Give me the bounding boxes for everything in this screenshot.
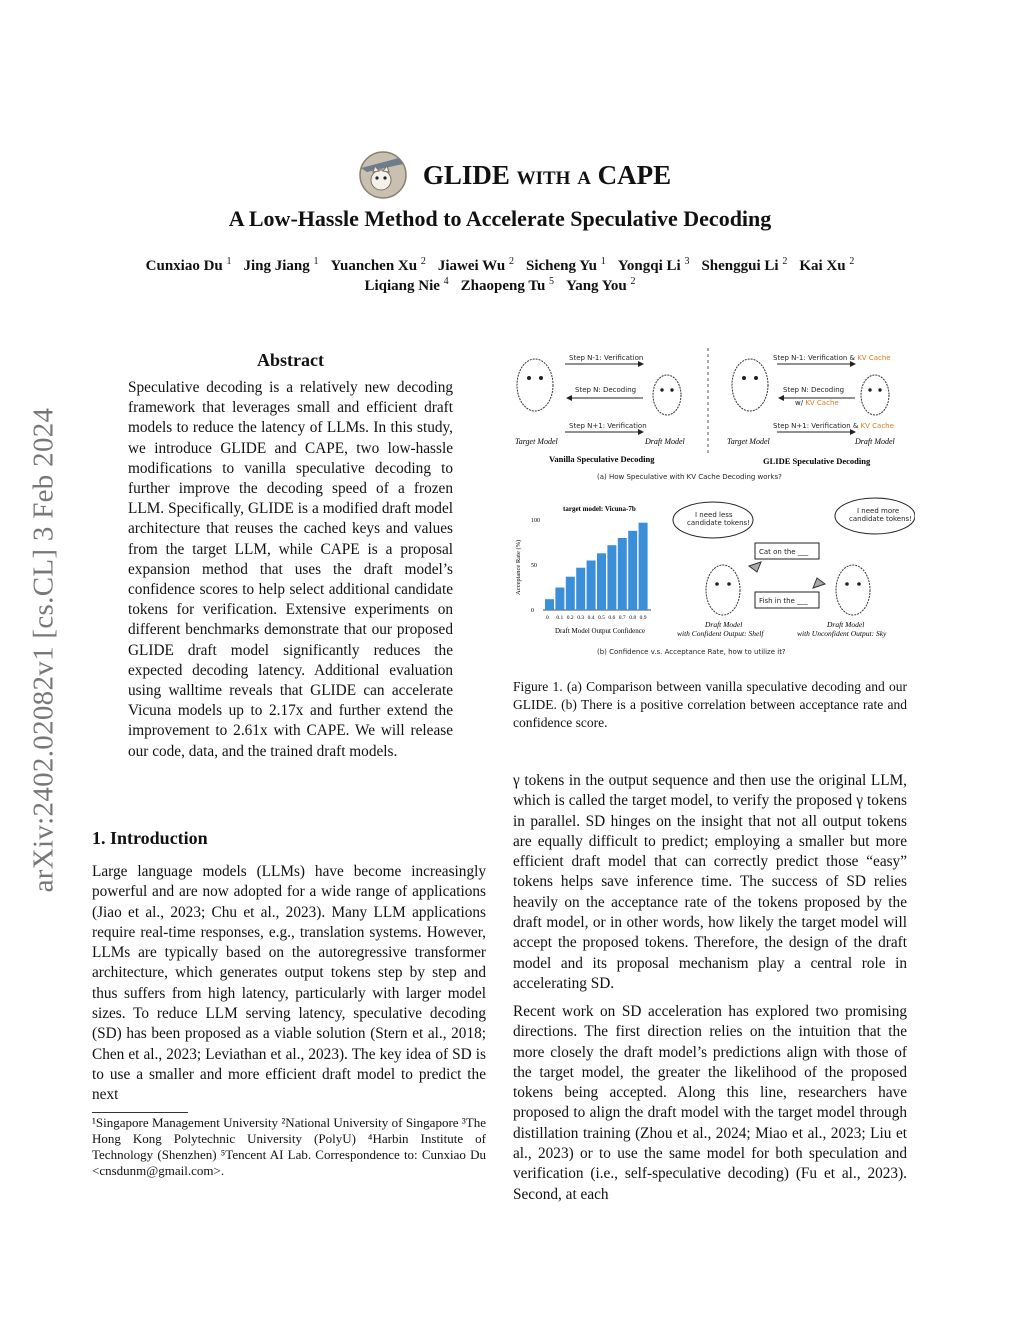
bubble-less-text-2: candidate tokens! (687, 519, 750, 527)
target-model-label-left: Target Model (515, 437, 558, 446)
author-affiliation: 2 (782, 256, 788, 267)
right-step-3 (773, 422, 894, 430)
bubble-more-text-2: candidate tokens! (849, 515, 912, 523)
unconfident-output-text: Fish in the ___ (759, 597, 808, 605)
author-l2-1: Zhaopeng Tu $^5$ (460, 276, 555, 294)
chart-xlabel: Draft Model Output Confidence (555, 627, 646, 635)
x-tick-label: 0.8 (629, 615, 637, 621)
title-block (0, 150, 1024, 205)
y-tick-label: 100 (531, 518, 540, 524)
bar-0 (545, 599, 554, 610)
right-step-2b-text: w/ (795, 399, 806, 407)
llama-target-left-icon (517, 359, 553, 411)
author-l1-5: Yongqi Li $^3$ (617, 256, 690, 274)
bar-0.6 (607, 545, 616, 610)
right-step-2b (795, 399, 839, 407)
draft-unconfident-line1: Draft Model (827, 620, 865, 629)
author-l1-6: Shenggui Li $^2$ (701, 256, 788, 274)
author-affiliation: 5 (549, 276, 555, 287)
author-affiliation: 1 (226, 256, 232, 267)
bar-0.9 (639, 523, 648, 610)
llama-confident-icon (706, 565, 740, 615)
x-tick-label: 0 (546, 615, 549, 621)
author-affiliation: 1 (600, 256, 606, 267)
left-step-1: Step N-1: Verification (569, 354, 644, 362)
kv-cache-3: KV Cache (860, 422, 894, 430)
vanilla-label: Vanilla Speculative Decoding (549, 454, 655, 464)
draft-model-label-left: Draft Model (645, 437, 685, 446)
x-tick-label: 0.3 (577, 615, 585, 621)
x-tick-label: 0.5 (598, 615, 605, 621)
footnote-rule (92, 1112, 188, 1113)
author-affiliation: 2 (630, 276, 636, 287)
paper-title: GLIDE with a CAPE (422, 159, 672, 190)
figure-caption: Figure 1. (a) Comparison between vanilla speculative decoding and our GLIDE. (b) There is a positive correlation between acceptance rate and confidence score. (513, 679, 907, 730)
author-l1-2: Yuanchen Xu $^2$ (330, 256, 426, 274)
llama-target-right-icon (732, 359, 768, 411)
draft-unconfident-line2: with Unconfident Output: Sky (797, 629, 887, 638)
authors-line-2 (0, 276, 1000, 295)
draft-model-label-right: Draft Model (855, 437, 895, 446)
abstract-heading: Abstract (257, 350, 324, 370)
author-affiliation: 3 (684, 256, 690, 267)
x-tick-label: 0.4 (587, 615, 595, 621)
kv-cache-1: KV Cache (857, 354, 891, 362)
llama-draft-right-icon (861, 375, 889, 415)
author-l1-1: Jing Jiang $^1$ (243, 256, 319, 274)
author-l1-4: Sicheng Yu $^1$ (526, 256, 606, 274)
left-step-3: Step N+1: Verification (569, 422, 647, 430)
intro-right-paragraph-1: γ tokens in the output sequence and then use the original LLM, which is called the target model, to verify the proposed γ tokens in parallel. SD hinges on the insight that not all output tokens are equally difficult to predict; employing a smaller but more efficient draft model that can correctly predict those “easy” tokens helps save inference time. The success of SD relies heavily on the acceptance rate of the tokens proposed by the draft model, or in other words, how likely the target model will accept the proposed tokens. Therefore, the design of the draft model and its proposal mechanism play a central role in accelerating SD. (513, 772, 907, 992)
right-step-2: Step N: Decoding (783, 386, 845, 394)
author-affiliation: 4 (443, 276, 449, 287)
acceptance-chart (515, 505, 651, 635)
y-tick-label: 0 (531, 608, 534, 614)
author-l2-2: Yang You $^2$ (566, 276, 636, 294)
chart-title: target model: Vicuna-7b (563, 505, 636, 513)
author-l1-7: Kai Xu $^2$ (799, 256, 855, 274)
bubble-less-text: I need less (695, 511, 733, 519)
x-tick-label: 0.1 (556, 615, 564, 621)
author-affiliation: 2 (420, 256, 426, 267)
bar-0.5 (597, 553, 606, 610)
right-step-3-text: Step N+1: Verification & (773, 422, 861, 430)
chart-ylabel: Acceptance Rate (%) (515, 539, 522, 595)
confident-output-text: Cat on the ___ (759, 548, 809, 556)
intro-left-paragraph: Large language models (LLMs) have become increasingly powerful and are now adopted for a wide range of applications (Jiao et al., 2023; Chu et al., 2023). Many LLM applications require real-time responses, e.g., translation systems. However, LLMs are typically based on the autoregressive transformer architecture, which generates output tokens step by step and thus suffers from high latency, particularly with larger model sizes. To reduce LLM serving latency, speculative decoding (SD) has been proposed as a viable solution (Stern et al., 2018; Chen et al., 2023; Leviathan et al., 2023). The key idea of SD is to use a smaller and more efficient draft model to predict the next (92, 863, 486, 1104)
bar-0.2 (566, 577, 575, 610)
bar-0.3 (576, 568, 585, 610)
author-l1-0: Cunxiao Du $^1$ (145, 256, 232, 274)
draft-confident-line2: with Confident Output: Shelf (677, 629, 764, 638)
figure-b-caption: (b) Confidence v.s. Acceptance Rate, how to utilize it? (597, 648, 786, 656)
kv-cache-2: KV Cache (805, 399, 839, 407)
intro-right-paragraph-2: Recent work on SD acceleration has explored two promising directions. The first direction relies on the intuition that the more closely the draft model’s predictions align with those of the target model, the greater the likelihood of the proposed tokens being accepted. Along this line, researchers have proposed to align the draft model with the target model through distillation training (Zhou et al., 2024; Miao et al., 2023; Liu et al., 2023) or to use the same model for both speculation and verification (i.e., self-speculative decoding) (Fu et al., 2023). Second, at each (513, 1003, 907, 1203)
bar-0.4 (587, 561, 596, 611)
x-tick-label: 0.9 (639, 615, 647, 621)
llama-draft-left-icon (653, 375, 681, 415)
author-l2-0: Liqiang Nie $^4$ (364, 276, 449, 294)
target-model-label-right: Target Model (727, 437, 770, 446)
section-heading: 1. Introduction (92, 828, 208, 848)
logo-icon (353, 150, 413, 200)
figure-a-caption: (a) How Speculative with KV Cache Decoding works? (597, 473, 782, 481)
left-step-2: Step N: Decoding (575, 386, 637, 394)
author-affiliation: 2 (849, 256, 855, 267)
figure-a-panel (515, 348, 896, 481)
author-l1-3: Jiawei Wu $^2$ (437, 256, 514, 274)
right-step-1 (773, 354, 891, 362)
arrow-unconfident-icon (813, 578, 825, 588)
figure-1 (505, 340, 915, 665)
glide-label: GLIDE Speculative Decoding (763, 456, 871, 466)
bar-0.8 (628, 531, 637, 610)
abstract-text: Speculative decoding is a relatively new decoding framework that leverages small and efficient draft models to reduce the latency of LLMs. In this study, we introduce GLIDE and CAPE, two low-hassle modifications to vanilla speculative decoding to further improve the decoding speed of a frozen LLM. Specifically, GLIDE is a modified draft model architecture that reuses the cached keys and values from the target LLM, while CAPE is a proposal expansion method that uses the draft model’s confidence scores to help select additional candidate tokens for verification. Extensive experiments on different benchmarks demonstrate that our proposed GLIDE draft model significantly reduces the expected decoding latency. Additional evaluation using walltime reveals that GLIDE can accelerate Vicuna models up to 2.17x and further extend the improvement to 2.61x with CAPE. We will release our code, data, and the trained draft models. (128, 379, 453, 760)
draft-confident-line1: Draft Model (705, 620, 743, 629)
paper-subtitle: A Low-Hassle Method to Accelerate Speculative Decoding (228, 206, 772, 231)
authors-line-1 (0, 256, 1000, 275)
arxiv-id: arXiv:2402.02082v1 [cs.CL] 3 Feb 2024 (27, 407, 60, 893)
author-affiliation: 2 (509, 256, 514, 267)
bubble-more-text: I need more (857, 507, 900, 515)
right-step-1-text: Step N-1: Verification & (773, 354, 858, 362)
bar-0.7 (618, 538, 627, 610)
arxiv-stamp (14, 360, 74, 940)
author-affiliation: 1 (313, 256, 319, 267)
x-tick-label: 0.7 (618, 615, 626, 621)
x-tick-label: 0.2 (566, 615, 574, 621)
y-tick-label: 50 (531, 563, 537, 569)
footnote: ¹Singapore Management University ²National University of Singapore ³The Hong Kong Polytechnic University (PolyU) ⁴Harbin Institute of Technology (Shenzhen) ⁵Tencent AI Lab. Correspondence to: Cunxiao Du <cnsdunm@gmail.com>. (92, 1115, 486, 1178)
llama-unconfident-icon (836, 565, 870, 615)
arrow-confident-icon (749, 562, 761, 572)
bar-0.1 (555, 588, 564, 611)
x-tick-label: 0.6 (608, 615, 616, 621)
